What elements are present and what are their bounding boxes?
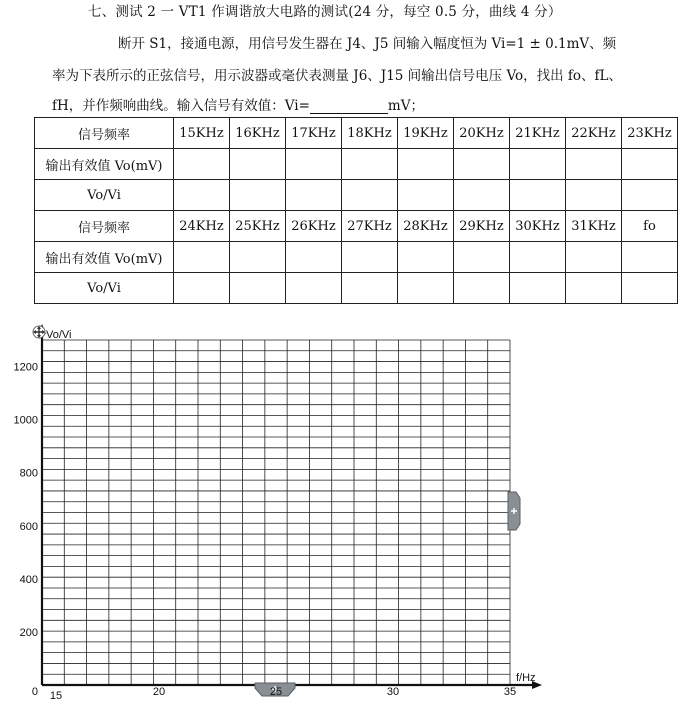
table-row <box>35 180 678 211</box>
table-row <box>35 118 678 149</box>
table-row <box>35 273 678 304</box>
table-input-cell[interactable] <box>510 242 566 273</box>
table-cell: 22KHz <box>566 118 622 149</box>
move-handle-icon[interactable] <box>33 326 45 338</box>
table-row <box>35 149 678 180</box>
table-cell: 29KHz <box>454 211 510 242</box>
frequency-response-chart <box>0 320 694 707</box>
y-tick-label: 400 <box>19 573 38 586</box>
y-tick-label: 1000 <box>13 414 38 427</box>
table-cell: 30KHz <box>510 211 566 242</box>
table-input-cell[interactable] <box>398 242 454 273</box>
table-input-cell[interactable] <box>566 242 622 273</box>
table-input-cell[interactable] <box>174 180 230 211</box>
x-tick-label: 15 <box>49 690 63 702</box>
table-cell: 28KHz <box>398 211 454 242</box>
table-cell: 18KHz <box>342 118 398 149</box>
table-cell: 31KHz <box>566 211 622 242</box>
table-input-cell[interactable] <box>230 180 286 211</box>
table-input-cell[interactable] <box>510 273 566 304</box>
table-input-cell[interactable] <box>454 180 510 211</box>
instruction-line-3-prefix: fH，并作频响曲线。输入信号有效值：Vi= <box>52 98 310 114</box>
table-input-cell[interactable] <box>342 242 398 273</box>
y-tick-label: 600 <box>19 520 38 533</box>
table-input-cell[interactable] <box>230 242 286 273</box>
instruction-line-3-suffix: mV； <box>387 98 424 114</box>
row-label: 信号频率 <box>35 211 174 242</box>
table-row <box>35 242 678 273</box>
table-input-cell[interactable] <box>174 273 230 304</box>
table-input-cell[interactable] <box>510 180 566 211</box>
y-tick-label: 1200 <box>13 361 38 374</box>
table-input-cell[interactable] <box>622 242 678 273</box>
section-heading: 七、测试 2 一 VT1 作调谐放大电路的测试(24 分，每空 0.5 分，曲线 4 分） <box>88 4 562 20</box>
chart-handles <box>33 326 520 696</box>
table-input-cell[interactable] <box>622 273 678 304</box>
instruction-line-2: 率为下表所示的正弦信号，用示波器或毫伏表测量 J6、J15 间输出信号电压 Vo，找出 fo、fL、 <box>52 68 622 84</box>
x-tick-label: 20 <box>152 686 166 698</box>
table-input-cell[interactable] <box>566 273 622 304</box>
table-cell: 21KHz <box>510 118 566 149</box>
table-cell: 20KHz <box>454 118 510 149</box>
table-input-cell[interactable] <box>342 149 398 180</box>
instruction-line-1: 断开 S1，接通电源，用信号发生器在 J4、J5 间输入幅度恒为 Vi=1 ± 0.1mV、频 <box>118 36 617 52</box>
table-input-cell[interactable] <box>398 180 454 211</box>
x-tick-label: 25 <box>269 686 283 698</box>
measurement-table <box>34 117 678 304</box>
table-input-cell[interactable] <box>398 149 454 180</box>
table-input-cell[interactable] <box>454 273 510 304</box>
table-input-cell[interactable] <box>174 242 230 273</box>
table-cell: 19KHz <box>398 118 454 149</box>
table-cell: 15KHz <box>174 118 230 149</box>
table-cell: 16KHz <box>230 118 286 149</box>
table-input-cell[interactable] <box>510 149 566 180</box>
table-input-cell[interactable] <box>454 242 510 273</box>
origin-label: 0 <box>31 686 38 698</box>
table-input-cell[interactable] <box>286 273 342 304</box>
table-cell: 27KHz <box>342 211 398 242</box>
row-label: Vo/Vi <box>35 180 174 211</box>
table-input-cell[interactable] <box>342 273 398 304</box>
table-input-cell[interactable] <box>230 273 286 304</box>
table-input-cell[interactable] <box>454 149 510 180</box>
x-axis-label: f/Hz <box>516 672 536 684</box>
table-input-cell[interactable] <box>230 149 286 180</box>
chart-axes <box>38 324 542 689</box>
table-input-cell[interactable] <box>286 149 342 180</box>
chart-grid <box>42 340 510 685</box>
y-tick-label: 800 <box>19 467 38 480</box>
table-input-cell[interactable] <box>398 273 454 304</box>
row-label: 信号频率 <box>35 118 174 149</box>
x-tick-label: 30 <box>386 686 400 698</box>
row-label: 输出有效值 Vo(mV) <box>35 149 174 180</box>
table-cell: 25KHz <box>230 211 286 242</box>
table-input-cell[interactable] <box>622 149 678 180</box>
table-cell: fo <box>622 211 678 242</box>
table-input-cell[interactable] <box>566 149 622 180</box>
resize-right-handle-icon[interactable] <box>508 492 520 530</box>
table-input-cell[interactable] <box>174 149 230 180</box>
y-tick-label: 200 <box>19 626 38 639</box>
chart-labels <box>14 329 536 702</box>
instruction-line-3 <box>52 94 684 114</box>
vi-blank-field[interactable] <box>310 100 388 114</box>
table-cell: 24KHz <box>174 211 230 242</box>
table-input-cell[interactable] <box>286 180 342 211</box>
x-tick-label: 35 <box>503 686 517 698</box>
table-input-cell[interactable] <box>342 180 398 211</box>
row-label: Vo/Vi <box>35 273 174 304</box>
table-cell: 23KHz <box>622 118 678 149</box>
row-label: 输出有效值 Vo(mV) <box>35 242 174 273</box>
table-row <box>35 211 678 242</box>
y-axis-label: Vo/Vi <box>46 329 72 341</box>
table-input-cell[interactable] <box>286 242 342 273</box>
table-input-cell[interactable] <box>566 180 622 211</box>
table-cell: 26KHz <box>286 211 342 242</box>
table-cell: 17KHz <box>286 118 342 149</box>
table-input-cell[interactable] <box>622 180 678 211</box>
